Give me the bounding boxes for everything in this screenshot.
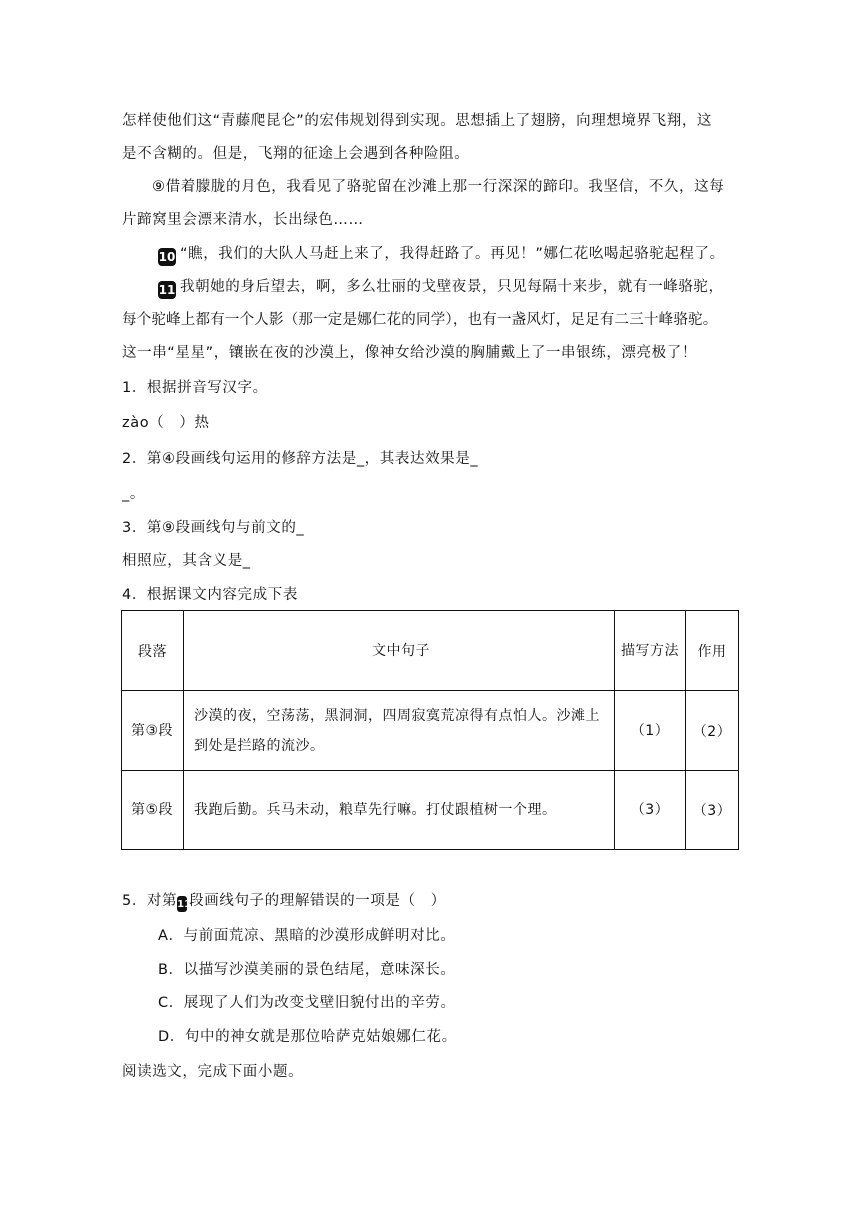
passage-paragraph-10 <box>158 244 725 266</box>
option-d: D．句中的神女就是那位哈萨克姑娘娜仁花。 <box>158 1029 457 1045</box>
option-c: C．展现了人们为改变戈壁旧貌付出的辛劳。 <box>158 995 456 1011</box>
header-method: 描写方法 <box>615 611 686 691</box>
cell-sentence: 沙漠的夜，空荡荡，黑洞洞，四周寂寞荒凉得有点怕人。沙滩上到处是拦路的流沙。 <box>184 691 615 771</box>
cell-paragraph: 第③段 <box>122 691 184 771</box>
passage-line: ⑨借着朦胧的月色，我看见了骆驼留在沙滩上那一行深深的蹄印。我坚信，不久，这每 <box>152 179 725 195</box>
passage-line: 我朝她的身后望去，啊，多么壮丽的戈壁夜景，只见每隔十来步，就有一峰骆驼， <box>180 279 724 295</box>
table-header-row <box>122 611 739 691</box>
question-5-prefix: 5．对第 <box>122 893 178 909</box>
cell-paragraph: 第⑤段 <box>122 771 184 850</box>
question-1: 1．根据拼音写汉字。 <box>122 380 268 396</box>
cell-sentence: 我跑后勤。兵马未动，粮草先行嘛。打仗跟植树一个理。 <box>184 771 615 850</box>
header-paragraph: 段落 <box>122 611 184 691</box>
paragraph-number-badge: 11 <box>158 283 176 297</box>
question-5 <box>122 891 446 912</box>
header-sentence: 文中句子 <box>184 611 615 691</box>
table-row <box>122 771 739 850</box>
option-a: A．与前面荒凉、黑暗的沙漠形成鲜明对比。 <box>158 928 456 944</box>
passage-line: “瞧，我们的大队人马赶上来了，我得赶路了。再见！”娜仁花吆喝起骆驼起程了。 <box>180 246 725 262</box>
passage-line: 是不含糊的。但是，飞翔的征途上会遇到各种险阻。 <box>122 146 470 162</box>
question-3-continuation: 相照应，其含义是_ <box>122 553 251 569</box>
passage-line: 这一串“星星”，镶嵌在夜的沙漠上，像神女给沙漠的胸脯戴上了一串银练，漂亮极了！ <box>122 345 697 361</box>
paragraph-number-badge: 11 <box>177 896 187 912</box>
question-3: 3．第⑨段画线句与前文的_ <box>122 520 305 536</box>
answer-table <box>121 610 739 850</box>
question-2: 2．第④段画线句运用的修辞方法是_，其表达效果是_ <box>122 451 479 467</box>
question-2-continuation: _。 <box>122 486 145 502</box>
passage-line: 怎样使他们这“青藤爬昆仑”的宏伟规划得到实现。思想插上了翅膀，向理想境界飞翔，这 <box>122 113 713 129</box>
passage-line: 每个驼峰上都有一个人影（那一定是娜仁花的同学），也有一盏风灯，足足有二三十峰骆驼。 <box>122 312 718 328</box>
header-role: 作用 <box>686 611 739 691</box>
cell-role-blank: （3） <box>686 771 739 850</box>
passage-line: 片蹄窝里会漂来清水，长出绿色…… <box>122 212 364 228</box>
question-5-suffix: 段画线句子的理解错误的一项是（ ） <box>189 893 446 909</box>
cell-method-blank: （3） <box>615 771 686 850</box>
question-4: 4．根据课文内容完成下表 <box>122 587 298 603</box>
cell-method-blank: （1） <box>615 691 686 771</box>
question-1-item: zào（ ）热 <box>122 415 210 431</box>
passage-paragraph-11 <box>158 277 724 299</box>
paragraph-number-badge: 10 <box>158 250 176 264</box>
table-row <box>122 691 739 771</box>
reading-instruction: 阅读选文，完成下面小题。 <box>122 1064 304 1080</box>
option-b: B．以描写沙漠美丽的景色结尾，意味深长。 <box>158 962 456 978</box>
cell-role-blank: （2） <box>686 691 739 771</box>
